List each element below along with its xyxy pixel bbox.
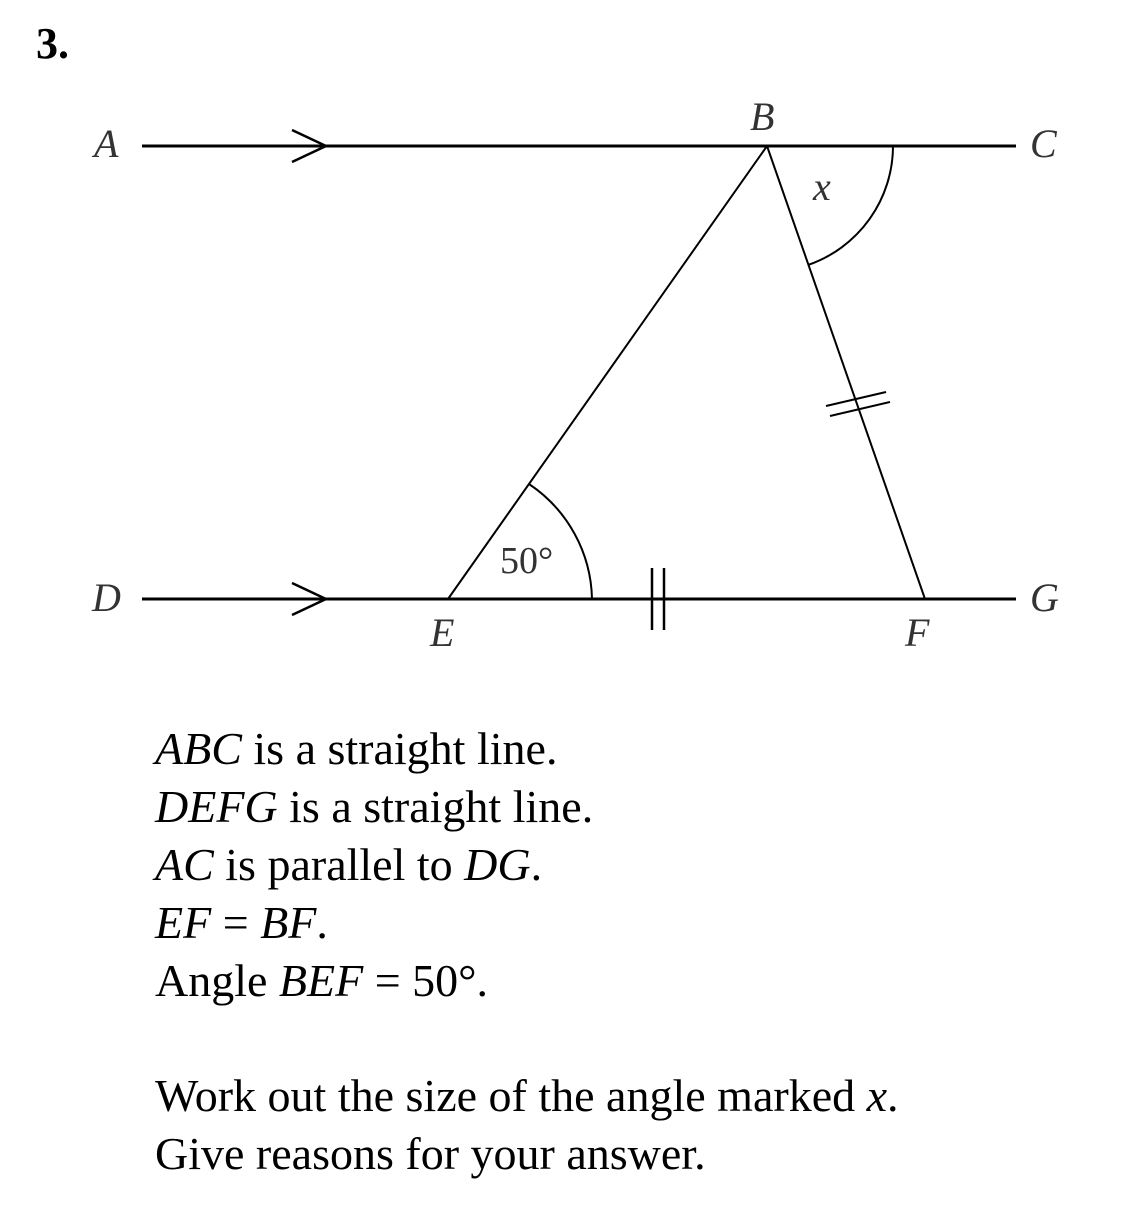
task-text: . [887, 1070, 899, 1121]
task-line-1 [155, 1067, 899, 1125]
statement-abc [155, 720, 557, 778]
task-text: Work out the size of the angle marked [155, 1070, 867, 1121]
point-label-f: F [905, 610, 930, 655]
point-label-g: G [1030, 575, 1059, 620]
statement-text: is a straight line. [241, 723, 558, 774]
point-label-e: E [430, 610, 455, 655]
task-line-2 [155, 1125, 706, 1183]
statement-text: is a straight line. [277, 781, 594, 832]
statement-term: ABC [155, 723, 242, 774]
question-number: 3. [36, 19, 69, 68]
statement-term: DG [464, 839, 531, 890]
statement-text: is parallel to [213, 839, 465, 890]
point-label-b: B [750, 94, 775, 139]
point-label-d: D [92, 575, 121, 620]
task-text: Give reasons for your answer. [155, 1128, 706, 1179]
statement-text: = 50°. [363, 955, 489, 1006]
task-term: x [866, 1070, 888, 1121]
statement-term: BEF [278, 955, 364, 1006]
statement-term: BF [260, 897, 317, 948]
statement-term: DEFG [155, 781, 278, 832]
statement-term: EF [155, 897, 212, 948]
angle-x-label: x [813, 164, 831, 209]
statement-parallel [155, 836, 542, 894]
segment-bf [767, 146, 925, 599]
statement-angle-bef [155, 952, 488, 1010]
statement-defg [155, 778, 593, 836]
point-label-a: A [94, 121, 119, 166]
statement-text: . [316, 897, 328, 948]
segment-be [448, 146, 767, 599]
statement-equal-sides [155, 894, 328, 952]
statement-text: . [530, 839, 543, 890]
statement-text: = [211, 897, 261, 948]
statement-text: Angle [155, 955, 279, 1006]
point-label-c: C [1030, 121, 1057, 166]
angle-bef-label: 50° [500, 540, 554, 582]
statement-term: AC [155, 839, 214, 890]
